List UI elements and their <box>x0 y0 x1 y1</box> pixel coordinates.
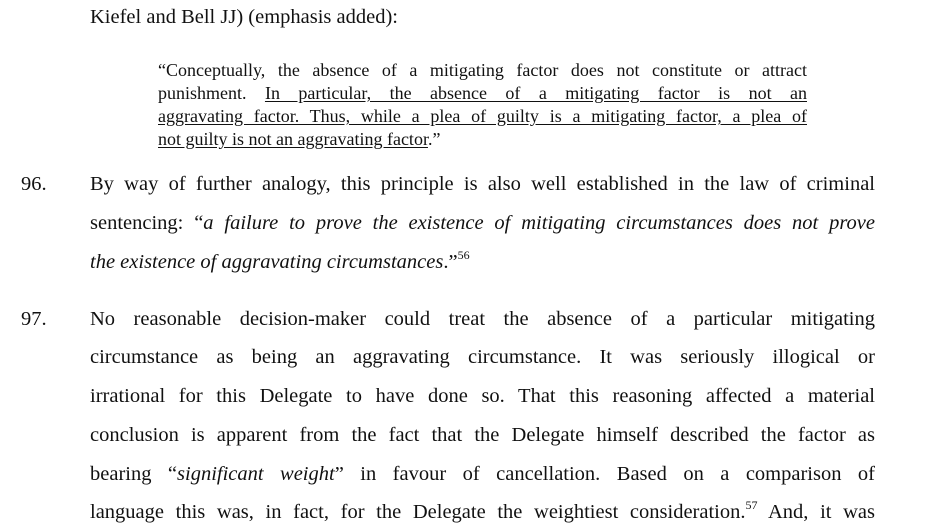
quote-emphasis-2: aggravating factor. Thus, while a plea of guilty is a mitigating factor, a plea of <box>158 106 807 126</box>
text-run: And, it was <box>757 501 875 523</box>
footnote-ref[interactable]: 56 <box>457 248 470 262</box>
text-run: language this was, in fact, for the Delegate the weightiest consideration. <box>90 501 746 523</box>
text-run: sentencing: “ <box>90 212 204 234</box>
text-run: bearing “ <box>90 463 178 485</box>
paragraph-line <box>90 500 875 524</box>
italic-quote: significant weight <box>177 463 335 485</box>
intro-line: Kiefel and Bell JJ) (emphasis added): <box>90 6 398 28</box>
quote-line-3 <box>158 106 807 126</box>
paragraph-line: By way of further analogy, this principle is also well established in the law of criminal <box>90 173 875 195</box>
paragraph-line: circumstance as being an aggravating circumstance. It was seriously illogical or <box>90 346 875 368</box>
quote-line-4-end: .” <box>427 129 441 149</box>
quote-line-4 <box>158 129 440 149</box>
quote-line-2-plain: punishment. <box>158 83 265 103</box>
text-run: .” <box>443 251 458 273</box>
paragraph-line <box>90 462 875 486</box>
paragraph-number: 96. <box>21 173 47 195</box>
quote-line-2 <box>158 83 807 103</box>
italic-quote: the existence of aggravating circumstances <box>90 251 444 273</box>
paragraph-line: No reasonable decision-maker could treat the absence of a particular mitigating <box>90 308 875 330</box>
paragraph-line <box>90 250 470 274</box>
text-run: ” in favour of cancellation. Based on a comparison of <box>334 463 876 485</box>
paragraph-number: 97. <box>21 308 47 330</box>
footnote-ref[interactable]: 57 <box>745 498 758 512</box>
quote-emphasis-1: In particular, the absence of a mitigating factor is not an <box>264 83 807 103</box>
paragraph-line <box>90 211 875 235</box>
quote-emphasis-3: not guilty is not an aggravating factor <box>158 129 428 149</box>
quote-line-1: “Conceptually, the absence of a mitigating factor does not constitute or attract <box>158 60 807 80</box>
paragraph-line: irrational for this Delegate to have done so. That this reasoning affected a material <box>90 385 875 407</box>
italic-quote: a failure to prove the existence of mitigating circumstances does not prove <box>203 212 875 234</box>
paragraph-line: conclusion is apparent from the fact that the Delegate himself described the factor as <box>90 424 875 446</box>
